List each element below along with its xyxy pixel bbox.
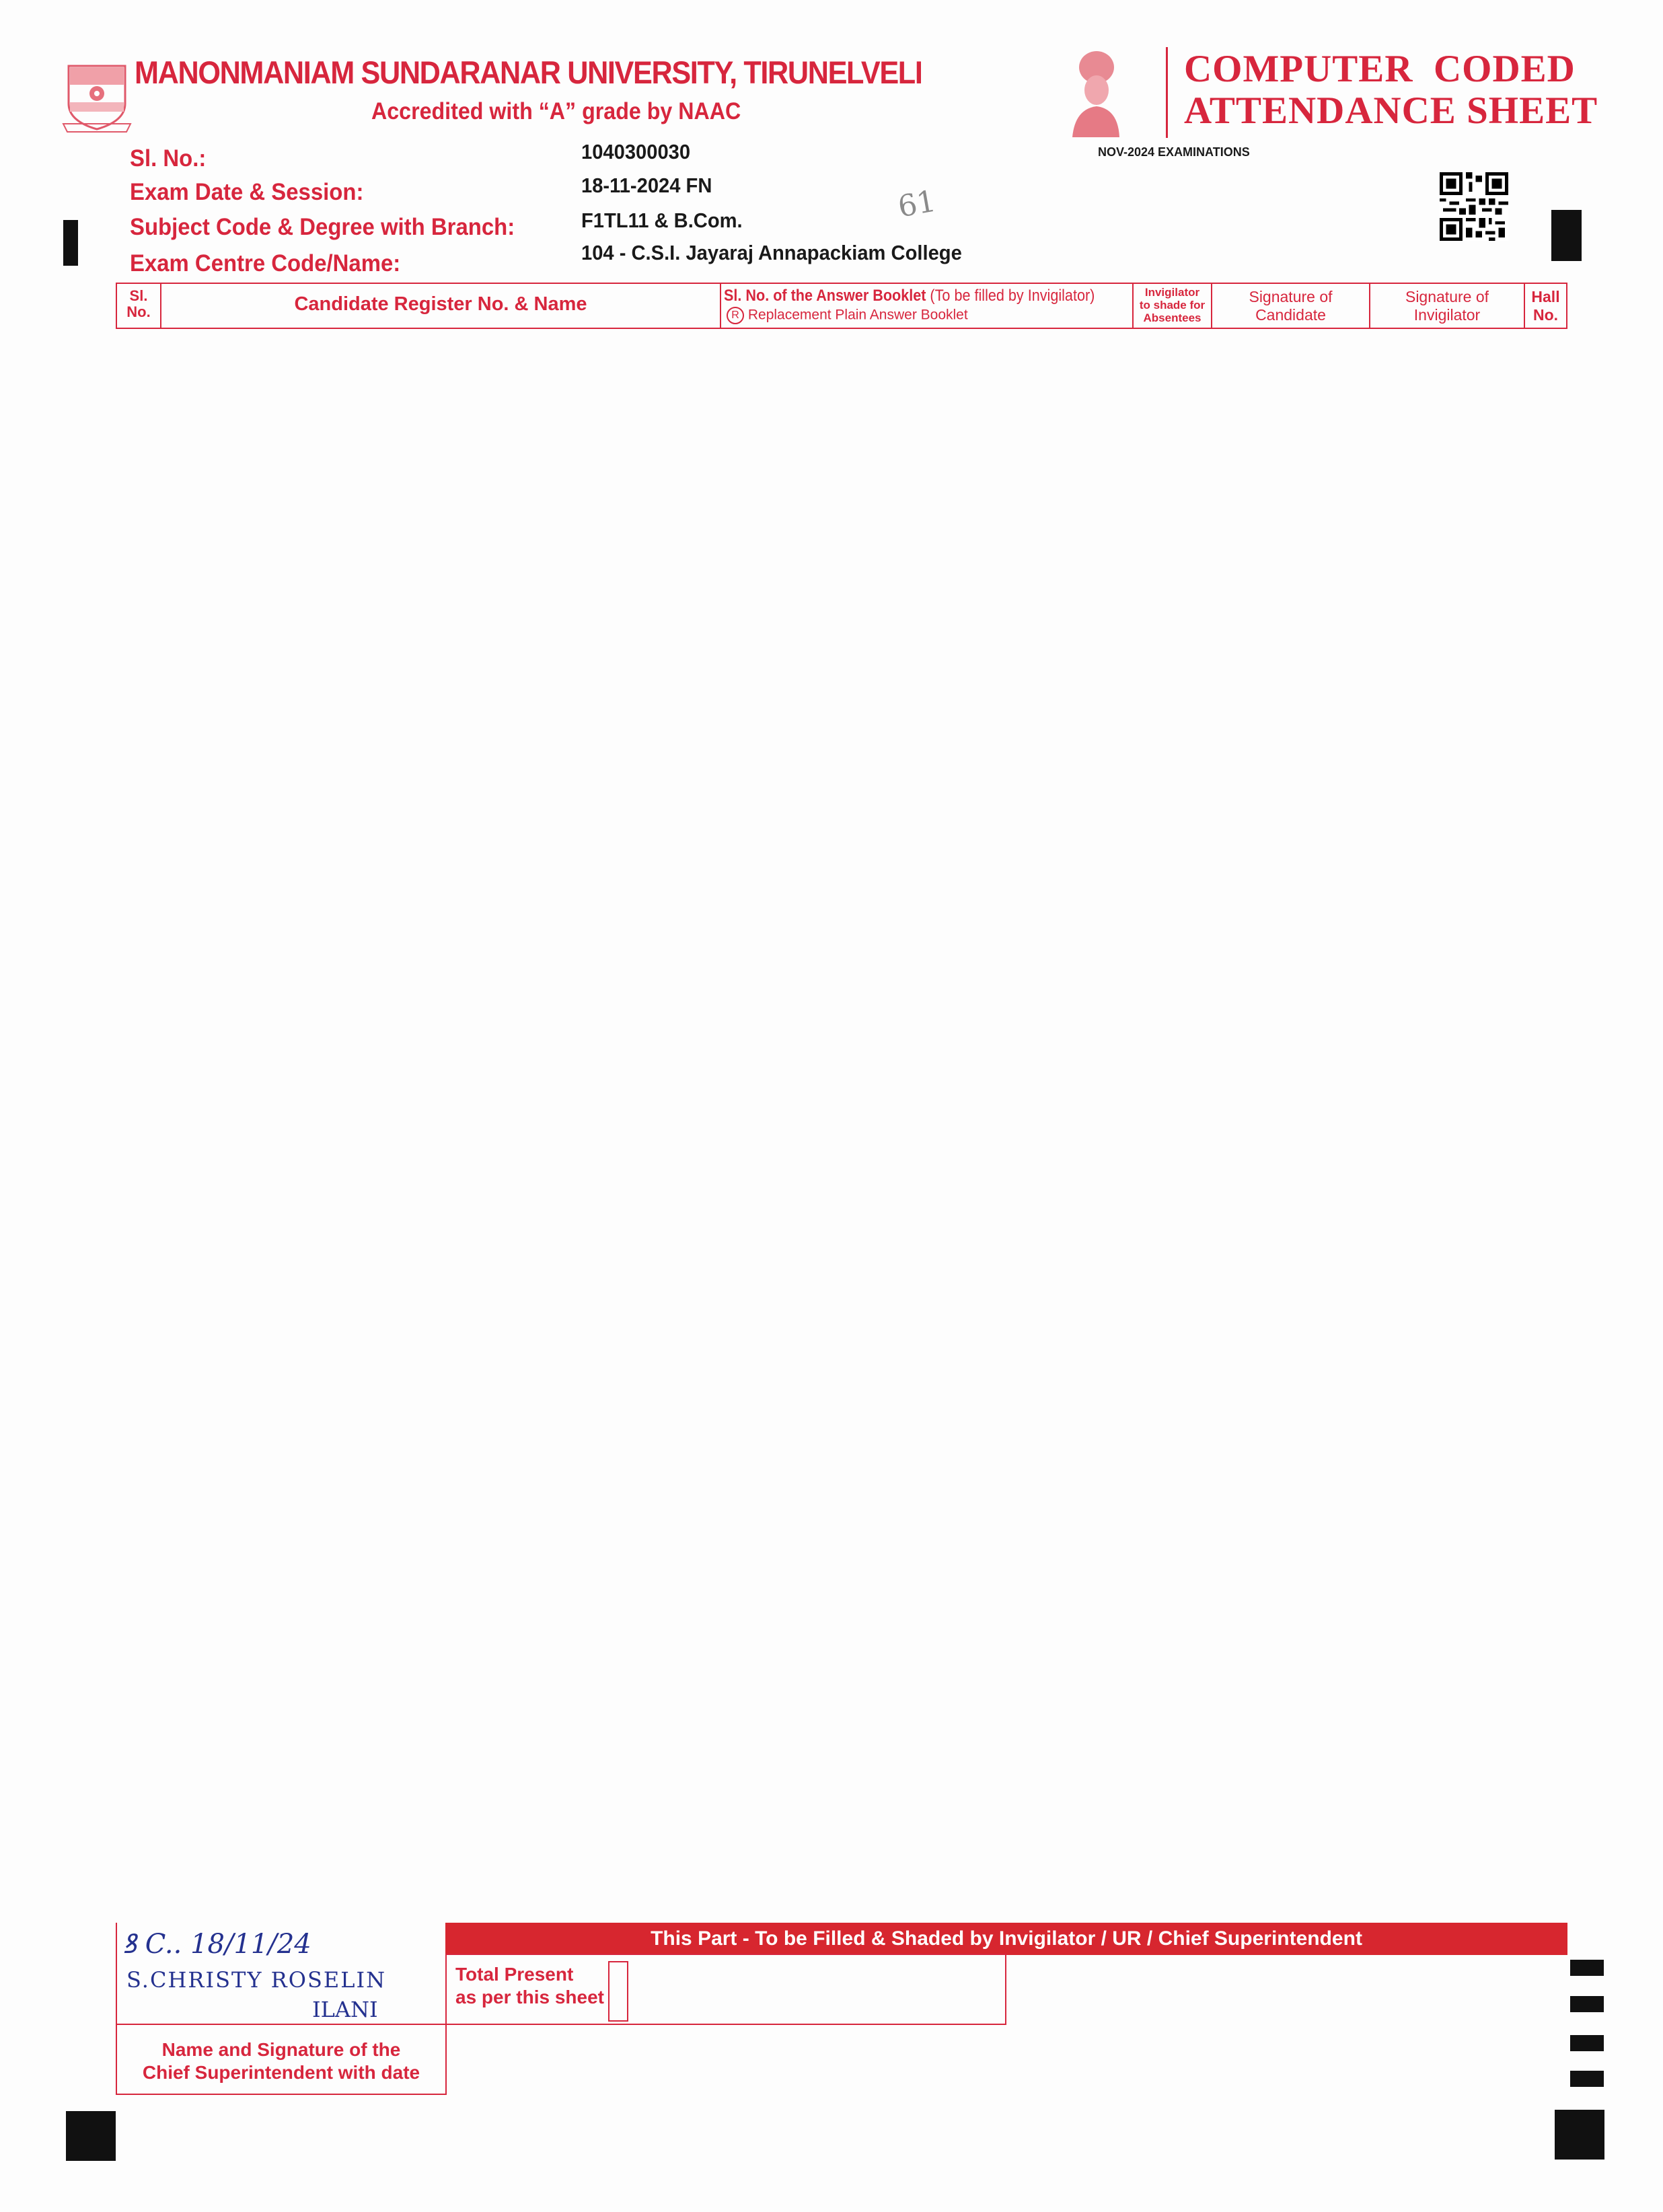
total-present-label: [455, 1963, 604, 2009]
sheet-title: [1184, 48, 1598, 132]
header-hall-line1: Hall: [1531, 288, 1560, 305]
invigilator-section-banner: This Part - To be Filled & Shaded by Invigilator / UR / Chief Superintendent: [445, 1923, 1567, 1955]
header-booklet-sub: [727, 307, 968, 324]
header-absent-line3: Absentees: [1143, 311, 1202, 324]
timing-mark: [1570, 1996, 1604, 2012]
header-hall-line2: No.: [1532, 306, 1559, 324]
chief-signature-box[interactable]: [116, 1923, 447, 2025]
exam-centre-value: 104 - C.S.I. Jayaraj Annapackiam College: [581, 241, 962, 264]
timing-mark: [1555, 2110, 1604, 2160]
sl-no-value: 1040300030: [581, 140, 691, 163]
total-present-label-line1: Total Present: [455, 1964, 574, 1985]
chief-label-box: [116, 2024, 447, 2095]
accreditation-text: Accredited with “A” grade by NAAC: [371, 98, 741, 124]
header-absentees: [1132, 284, 1211, 328]
chief-label-line2: Chief Superintendent with date: [142, 2062, 420, 2083]
header-absent-line1: Invigilator: [1144, 286, 1200, 299]
exam-centre-label: Exam Centre Code/Name:: [130, 250, 401, 276]
university-name: MANONMANIAM SUNDARANAR UNIVERSITY, TIRUNELVELI: [135, 54, 922, 90]
header-sl-no-line2: No.: [126, 303, 151, 320]
header-signature-candidate: [1211, 284, 1369, 328]
sheet-title-line1: COMPUTER CODED: [1184, 48, 1576, 90]
summary-section: [116, 1923, 1567, 2094]
chief-name-line2: ILANI: [312, 1997, 378, 2022]
header-sig-inv-line1: Signature of: [1405, 288, 1489, 305]
total-present-label-line2: as per this sheet: [455, 1987, 604, 2007]
header-sig-cand-line1: Signature of: [1249, 288, 1333, 305]
header-booklet-note: (To be filled by Invigilator): [930, 287, 1095, 305]
university-crest-logo: [59, 62, 135, 136]
header-booklet-title: [724, 287, 1095, 305]
header-hall-no: [1524, 284, 1567, 328]
header-candidate: [160, 284, 720, 328]
exam-date-label: Exam Date & Session:: [130, 179, 364, 205]
sheet-title-line2: ATTENDANCE SHEET: [1184, 89, 1598, 132]
header-candidate-text: Candidate Register No. & Name: [294, 293, 587, 315]
header-sl-no-line1: Sl.: [129, 287, 148, 304]
timing-mark: [1551, 210, 1582, 261]
subject-code-value: F1TL11 & B.Com.: [581, 209, 743, 232]
chief-name-line1: S.CHRISTY ROSELIN: [126, 1967, 387, 1993]
header-signature-invigilator: [1369, 284, 1524, 328]
timing-mark: [1570, 1960, 1604, 1976]
timing-mark: [1570, 2035, 1604, 2051]
header-sig-cand-line2: Candidate: [1255, 306, 1326, 324]
header-sl-no: [116, 284, 160, 328]
subject-code-label: Subject Code & Degree with Branch:: [130, 214, 515, 240]
header-booklet-sub-text: Replacement Plain Answer Booklet: [747, 307, 968, 323]
timing-mark: [63, 220, 78, 266]
header-absent-line2: to shade for: [1139, 299, 1206, 311]
timing-mark: [1570, 2071, 1604, 2087]
header-booklet: [720, 284, 1132, 328]
founder-portrait-image: [1070, 48, 1120, 137]
header-booklet-main: Sl. No. of the Answer Booklet: [724, 287, 926, 305]
attendance-table: [116, 283, 1567, 324]
spacer: [609, 1962, 629, 2021]
timing-mark: [66, 2111, 116, 2161]
sl-no-label: Sl. No.:: [130, 145, 207, 172]
replacement-symbol-icon: R: [727, 307, 744, 324]
chief-signature: ꝸ C.. 18/11/24: [122, 1929, 311, 1960]
chief-label-line1: Name and Signature of the: [161, 2039, 401, 2060]
header-divider: [1166, 47, 1168, 138]
table-header-row: [116, 284, 1567, 329]
exam-session-label: NOV-2024 EXAMINATIONS: [1098, 145, 1250, 159]
exam-date-value: 18-11-2024 FN: [581, 174, 712, 197]
qr-code: [1440, 171, 1508, 242]
header-sig-inv-line2: Invigilator: [1413, 306, 1481, 324]
handwritten-pencil-note: 61: [895, 184, 939, 225]
